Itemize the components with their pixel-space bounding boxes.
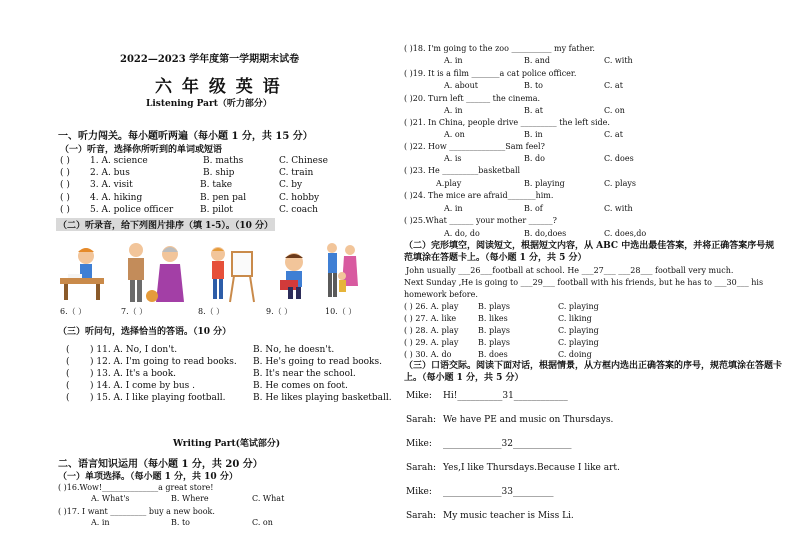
q20-stem: ( )20. Turn left ______ the cinema. [404, 94, 541, 103]
painter-boy-illustration [206, 242, 256, 304]
q19-option-b: B. to [524, 81, 543, 90]
q23-option-a: A.play [436, 179, 462, 188]
q4-option-c: C. hobby [279, 193, 320, 203]
subject-title: 六 年 级 英 语 [155, 77, 282, 97]
q21-option-a: A. on [444, 130, 465, 139]
q22-stem: ( )22. How ______________Sam feel? [404, 142, 545, 151]
answer-paren-open[interactable]: ( [66, 357, 70, 367]
pic-label-7[interactable]: 7.（ ） [121, 307, 148, 316]
q15-option-b: B. He likes playing basketball. [253, 393, 392, 403]
q5-option-a: 5. A. police officer [90, 205, 174, 215]
reading-boy-illustration [270, 248, 320, 302]
answer-paren[interactable]: ( ) [60, 180, 70, 190]
q30-option-b: B. does [478, 350, 508, 359]
speaker-sarah: Sarah: [406, 511, 437, 521]
passage-line-3: homework before. [404, 290, 478, 299]
dialogue-line: Yes,I like Thursdays.Because I like art. [443, 463, 620, 473]
part3-heading: （三）听问句，选择恰当的答语。（10 分） [58, 327, 232, 337]
listening-title: Listening Part（听力部分） [146, 99, 272, 109]
q23-option-c: C. plays [604, 179, 636, 188]
speaker-mike: Mike: [406, 487, 432, 497]
q3-option-b: B. take [200, 180, 233, 190]
q20-option-c: C. on [604, 106, 625, 115]
q14-option-b: B. He comes on foot. [253, 381, 348, 391]
q19-option-a: A. about [444, 81, 478, 90]
pic-label-9[interactable]: 9.（ ） [266, 307, 293, 316]
q4-option-a: 4. A. hiking [90, 193, 143, 203]
q17-stem: ( )17. I want _________ buy a new book. [58, 507, 215, 516]
q29-option-a: ( ) 29. A. play [404, 338, 459, 347]
pic-label-6[interactable]: 6.（ ） [60, 307, 87, 316]
q27-option-a: ( ) 27. A. like [404, 314, 457, 323]
speaker-sarah: Sarah: [406, 415, 437, 425]
q19-option-c: C. at [604, 81, 623, 90]
q27-option-b: B. likes [478, 314, 508, 323]
q2-option-c: C. train [279, 168, 314, 178]
q28-option-b: B. plays [478, 326, 511, 335]
q23-option-b: B. playing [524, 179, 565, 188]
q25-option-b: B. do,does [524, 229, 567, 238]
q15-option-a: ) 15. A. I like playing football. [90, 393, 226, 403]
q21-stem: ( )21. In China, people drive _________ the left side. [404, 118, 610, 127]
family-walking-illustration [322, 240, 366, 306]
boy-at-desk-illustration [58, 240, 108, 302]
answer-paren-open[interactable]: ( [66, 381, 70, 391]
q5-option-b: B. pilot [200, 205, 233, 215]
speaker-mike: Mike: [406, 439, 432, 449]
part4-heading: （一）单项选择。（每小题 1 分，共 10 分） [58, 472, 238, 482]
dialogue-heading: （三）口语交际。阅读下面对话，根据情景，从方框内选出正确答案的序号，规范填涂在答题卡上。（每小题 1 分，共 5 分） [404, 361, 783, 383]
q17-option-a: A. in [91, 518, 110, 527]
dialogue-line-31[interactable]: Hi!__________31____________ [443, 391, 568, 401]
right-column [400, 0, 794, 560]
q26-option-c: C. playing [558, 302, 599, 311]
part2-heading: （二）听录音，给下列图片排序（填 1-5）。（10 分） [56, 218, 275, 231]
cloze-heading: （二）完形填空，阅读短文，根据短文内容，从 ABC 中选出最佳答案，并将正确答案序号规范填涂在答题卡上。（每小题 1 分，共 5 分） [404, 241, 775, 263]
answer-paren[interactable]: ( ) [60, 168, 70, 178]
passage-line-1: John usually ___26___football at school. He ___27___ ___28___ football very much. [406, 266, 734, 275]
q28-option-c: C. playing [558, 326, 599, 335]
q5-option-c: C. coach [279, 205, 318, 215]
part1-heading: （一）听音，选择你所听到的单词或短语 [60, 145, 223, 155]
q29-option-b: B. plays [478, 338, 511, 347]
q23-stem: ( )23. He _________basketball [404, 166, 521, 175]
q1-option-a: 1. A. science [90, 156, 148, 166]
q19-stem: ( )19. It is a film _______a cat police officer. [404, 69, 577, 78]
q21-option-c: C. at [604, 130, 623, 139]
q26-option-a: ( ) 26. A. play [404, 302, 459, 311]
q3-option-c: C. by [279, 180, 303, 190]
dialogue-line-33[interactable]: _____________33_________ [443, 487, 554, 497]
q25-option-a: A. do, do [444, 229, 480, 238]
q12-option-b: B. He's going to read books. [253, 357, 382, 367]
answer-paren[interactable]: ( ) [60, 193, 70, 203]
answer-paren[interactable]: ( ) [60, 205, 70, 215]
q2-option-a: 2. A. bus [90, 168, 130, 178]
dialogue-line-32[interactable]: _____________32_____________ [443, 439, 572, 449]
passage-line-2: Next Sunday ,He is going to ___29___ football with his friends, but he has to ___30___ his [404, 278, 764, 287]
section1-heading: 一、听力闯关。每小题听两遍（每小题 1 分，共 15 分） [58, 131, 313, 142]
q24-option-a: A. in [444, 204, 463, 213]
q18-option-c: C. with [604, 56, 633, 65]
speaker-sarah: Sarah: [406, 463, 437, 473]
dialogue-line: We have PE and music on Thursdays. [443, 415, 614, 425]
grandparents-illustration [118, 240, 196, 306]
q22-option-c: C. does [604, 154, 634, 163]
q1-option-b: B. maths [203, 156, 244, 166]
section2-heading: 二、语言知识运用（每小题 1 分，共 20 分） [58, 459, 263, 470]
q14-option-a: ) 14. A. I come by bus . [90, 381, 195, 391]
q13-option-a: ) 13. A. It's a book. [90, 369, 177, 379]
q25-option-c: C. does,do [604, 229, 647, 238]
q24-stem: ( )24. The mice are afraid_______him. [404, 191, 554, 200]
q30-option-c: C. doing [558, 350, 592, 359]
q3-option-a: 3. A. visit [90, 180, 133, 190]
q24-option-b: B. of [524, 204, 543, 213]
writing-title: Writing Part(笔试部分) [173, 439, 281, 449]
q4-option-b: B. pen pal [200, 193, 247, 203]
dialogue-line: My music teacher is Miss Li. [443, 511, 574, 521]
answer-paren-open[interactable]: ( [66, 345, 70, 355]
answer-paren-open[interactable]: ( [66, 393, 70, 403]
q16-option-b: B. Where [171, 494, 209, 503]
q17-option-b: B. to [171, 518, 190, 527]
q24-option-c: C. with [604, 204, 633, 213]
pic-label-10[interactable]: 10.（ ） [325, 307, 357, 316]
q16-option-c: C. What [252, 494, 285, 503]
q12-option-a: ) 12. A. I'm going to read books. [90, 357, 237, 367]
speaker-mike: Mike: [406, 391, 432, 401]
q27-option-c: C. liking [558, 314, 592, 323]
q21-option-b: B. in [524, 130, 543, 139]
q22-option-a: A. is [444, 154, 462, 163]
q18-stem: ( )18. I'm going to the zoo __________ my father. [404, 44, 595, 53]
q13-option-b: B. It's near the school. [253, 369, 356, 379]
exam-title: 2022—2023 学年度第一学期期末试卷 [120, 54, 300, 65]
q30-option-a: ( ) 30. A. do [404, 350, 452, 359]
q18-option-a: A. in [444, 56, 463, 65]
q20-option-b: B. at [524, 106, 543, 115]
answer-paren-open[interactable]: ( [66, 369, 70, 379]
q11-option-a: ) 11. A. No, I don't. [90, 345, 178, 355]
q28-option-a: ( ) 28. A. play [404, 326, 459, 335]
q20-option-a: A. in [444, 106, 463, 115]
q26-option-b: B. plays [478, 302, 511, 311]
q2-option-b: B. ship [203, 168, 235, 178]
q29-option-c: C. playing [558, 338, 599, 347]
answer-paren[interactable]: ( ) [60, 156, 70, 166]
q22-option-b: B. do [524, 154, 545, 163]
q18-option-b: B. and [524, 56, 551, 65]
q1-option-c: C. Chinese [279, 156, 328, 166]
q25-stem: ( )25.What ______ your mother ______? [404, 216, 557, 225]
pic-label-8[interactable]: 8.（ ） [198, 307, 225, 316]
q17-option-c: C. on [252, 518, 273, 527]
q11-option-b: B. No, he doesn't. [253, 345, 335, 355]
q16-option-a: A. What's [91, 494, 130, 503]
q16-stem: ( )16.Wow!______________a great store! [58, 483, 214, 492]
